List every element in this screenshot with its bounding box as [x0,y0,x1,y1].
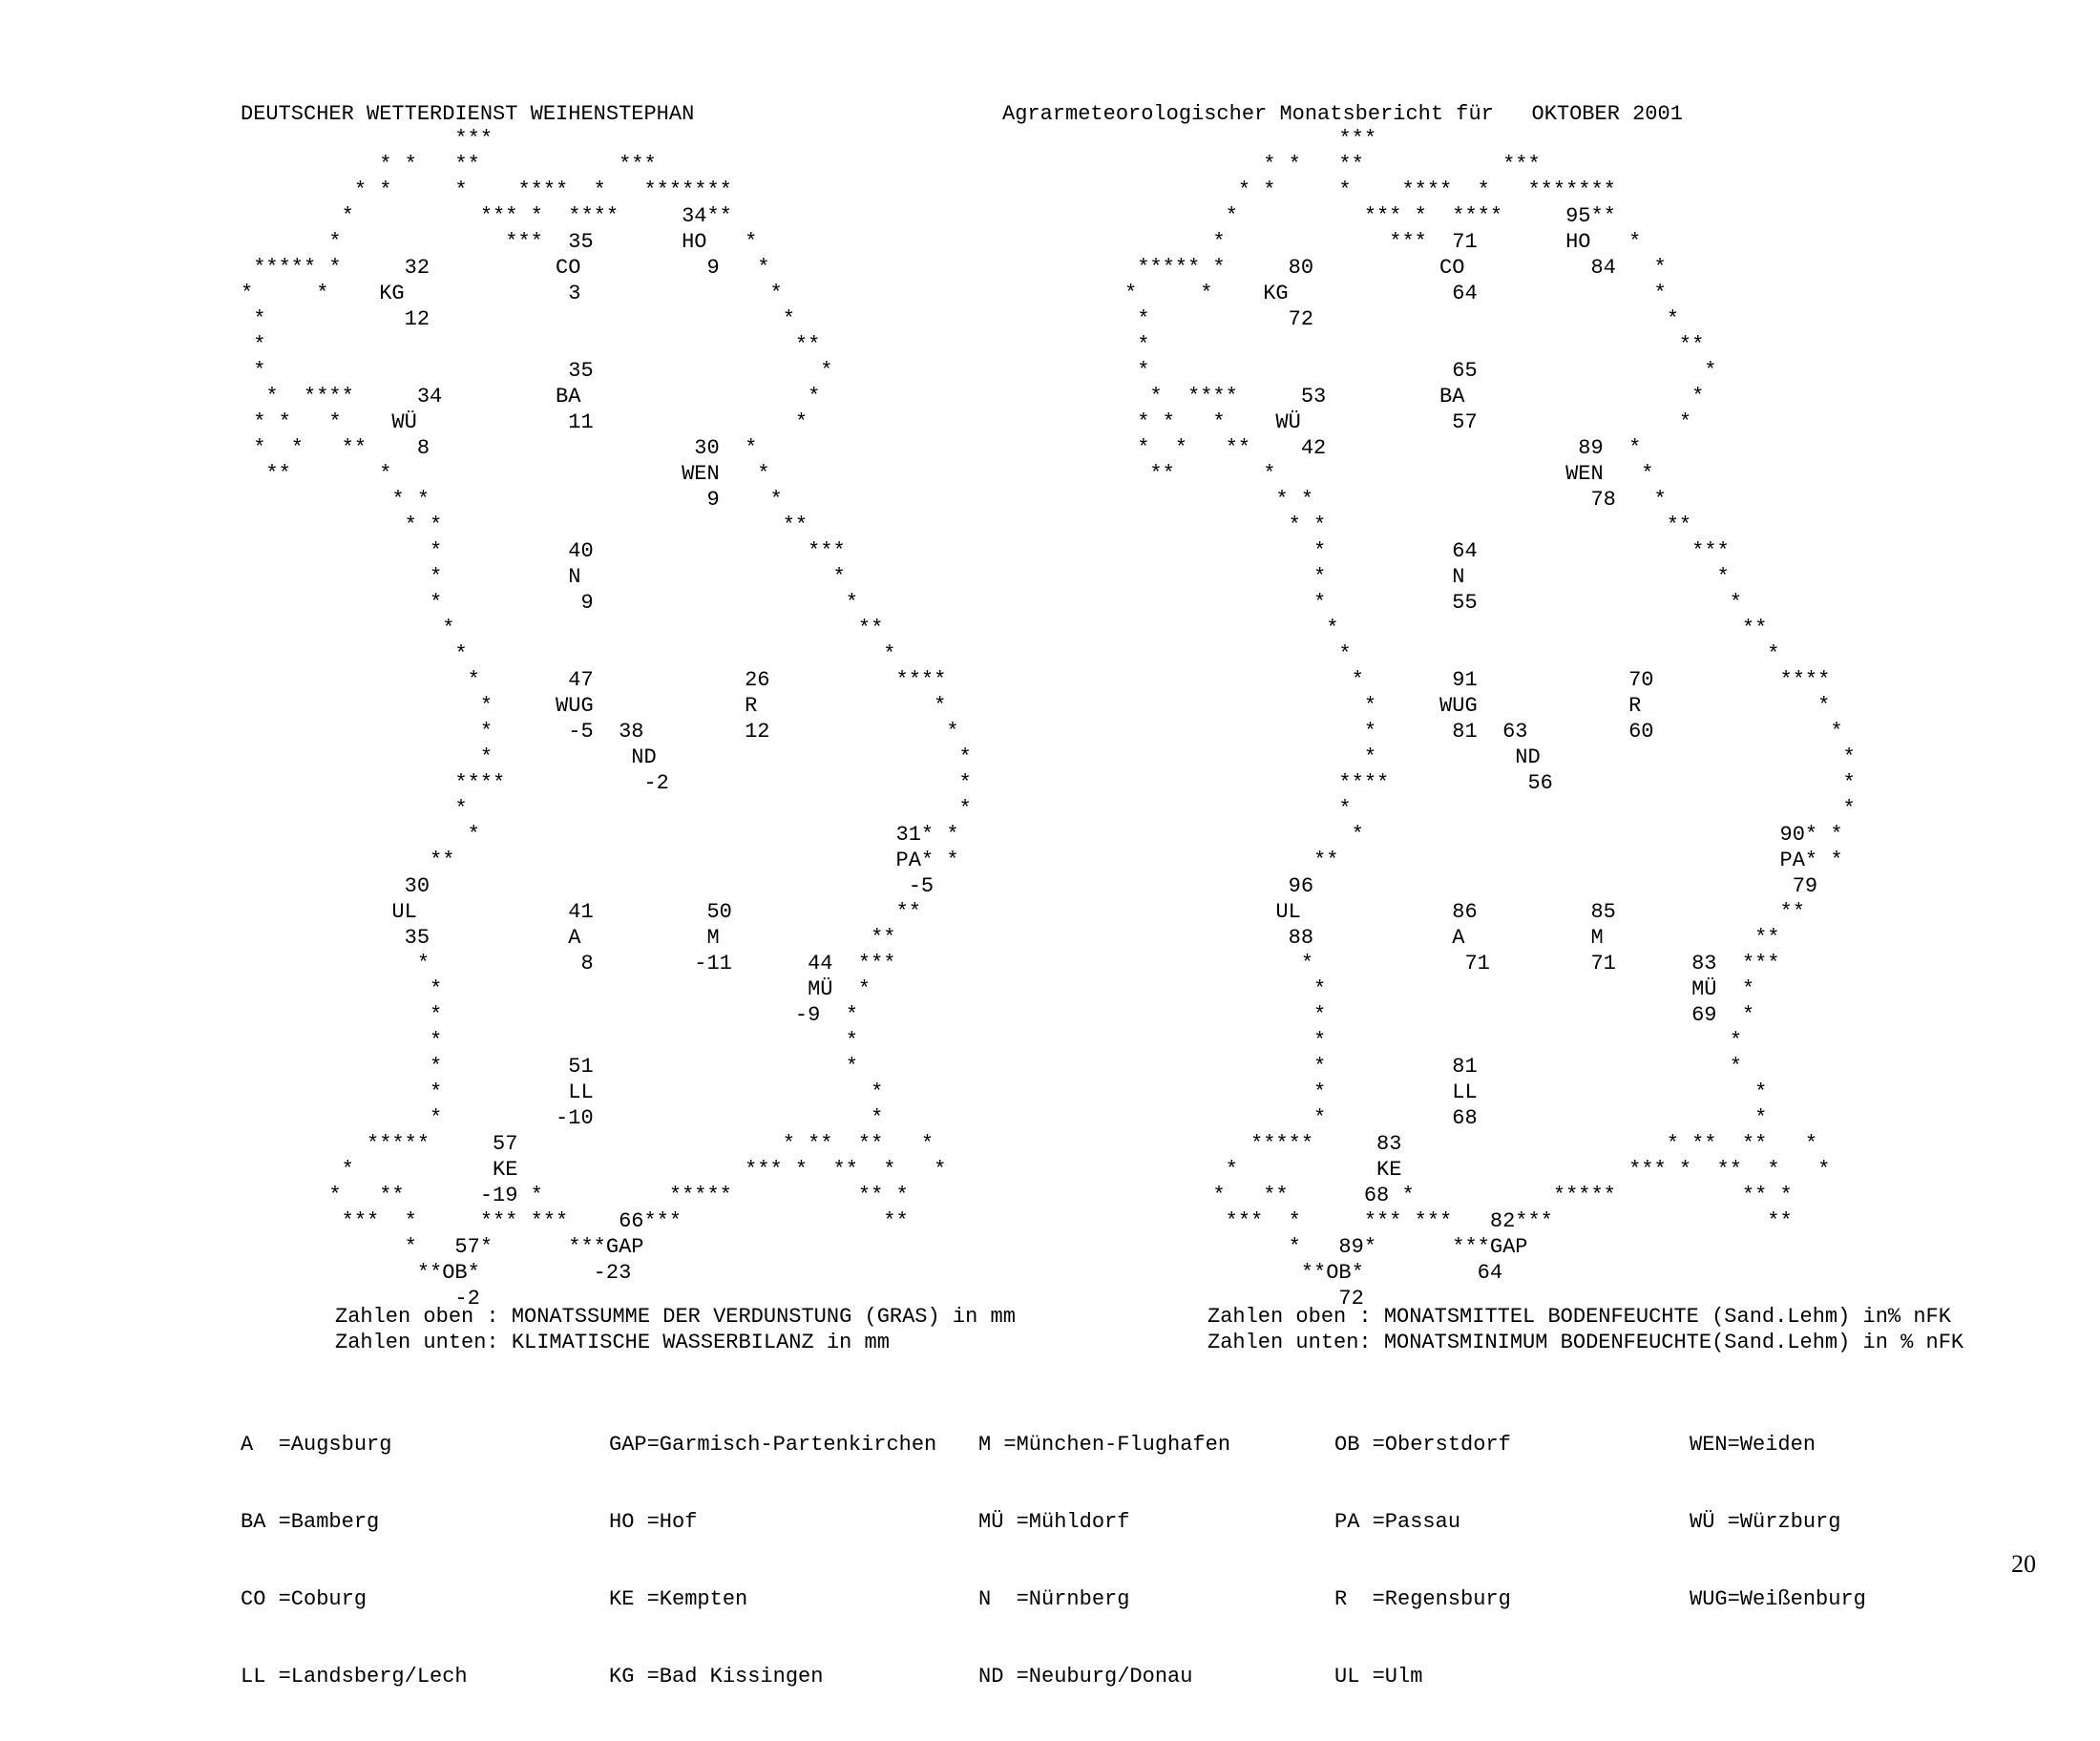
ascii-map-soil-moisture: *** * * ** *** * * * **** * ******* * *** * **** 95** * *** 71 HO * ***** * 80 CO 84 * * * KG 64 * * 72 * * ** * 65 * * **** 53 BA * * * * WÜ 57 * * * ** 42 89 * ** * WEN * * * 78 * * * ** * 64 *** * N * * 55 * * ** * * * 91 70 **** * WUG R * * 81 63 60 * * ND * **** 56 * * * * 90* * ** PA* * 96 79 UL 86 85 ** 88 A M ** * 71 71 83 *** * MÜ * * 69 * * * * 81 * * LL * * 68 * ***** 83 * ** ** * * KE *** * ** * * * ** 68 * ***** ** * *** * *** *** 82*** ** * 89* ***GAP **OB* 64 72 [1124,127,1856,1311]
page-number: 20 [2011,1550,2036,1578]
station-key-column-4 [1334,1380,1511,1741]
station-key-column-5 [1690,1380,1866,1664]
station-key-entry: OB =Oberstdorf [1334,1433,1511,1457]
station-key-entry: ND =Neuburg/Donau [978,1665,1193,1689]
station-key-entry: A =Augsburg [241,1433,392,1457]
ascii-map-evaporation: *** * * ** *** * * * **** * ******* * *** * **** 34** * *** 35 HO * ***** * 32 CO 9 * * * KG 3 * * 12 * * ** * 35 * * **** 34 BA * * * * WÜ 11 * * * ** 8 30 * ** * WEN * * * 9 * * * ** * 40 *** * N * * 9 * * ** * * * 47 26 **** * WUG R * * -5 38 12 * * ND * **** -2 * * * * 31* * ** PA* * 30 -5 UL 41 50 ** 35 A M ** * 8 -11 44 *** * MÜ * * -9 * * * * 51 * * LL * * -10 * ***** 57 * ** ** * * KE *** * ** * * * ** -19 * ***** ** * *** * *** *** 66*** ** * 57* ***GAP **OB* -23 -2 [241,127,972,1311]
station-key-entry: KG =Bad Kissingen [609,1665,824,1689]
legend-top-values: Zahlen oben : MONATSSUMME DER VERDUNSTUNG (GRAS) in mm [335,1305,1016,1329]
station-key-entry: GAP=Garmisch-Partenkirchen [609,1433,937,1457]
station-key-entry: WUG=Weißenburg [1690,1587,1866,1611]
station-key-entry: WÜ =Würzburg [1690,1510,1841,1534]
legend-bottom-values: Zahlen unten: MONATSMINIMUM BODENFEUCHTE(Sand.Lehm) in % nFK [1208,1331,1964,1354]
station-key-entry: R =Regensburg [1334,1587,1511,1611]
station-key-entry: BA =Bamberg [241,1510,380,1534]
station-key-entry: N =Nürnberg [978,1587,1130,1611]
station-key-entry: KE =Kempten [609,1587,748,1611]
station-key-column-2 [609,1380,936,1741]
station-key-column-3 [978,1380,1230,1741]
station-key-entry: WEN=Weiden [1690,1433,1816,1457]
station-key-entry: MÜ =Mühldorf [978,1510,1130,1534]
header-report-title: Agrarmeteorologischer Monatsbericht für OKTOBER 2001 [1002,102,1683,126]
station-key-entry: PA =Passau [1334,1510,1461,1534]
station-key-entry: HO =Hof [609,1510,698,1534]
legend-soil-moisture [1208,1304,1964,1355]
legend-bottom-values: Zahlen unten: KLIMATISCHE WASSERBILANZ in mm [335,1331,890,1354]
station-key-entry: M =München-Flughafen [978,1433,1231,1457]
legend-evaporation [335,1304,1016,1355]
station-key-column-1 [241,1380,468,1741]
header-organization: DEUTSCHER WETTERDIENST WEIHENSTEPHAN [241,102,695,126]
station-key-entry: UL =Ulm [1334,1665,1423,1689]
legend-top-values: Zahlen oben : MONATSMITTEL BODENFEUCHTE (Sand.Lehm) in% nFK [1208,1305,1951,1329]
station-key-entry: LL =Landsberg/Lech [241,1665,468,1689]
station-key-entry: CO =Coburg [241,1587,368,1611]
